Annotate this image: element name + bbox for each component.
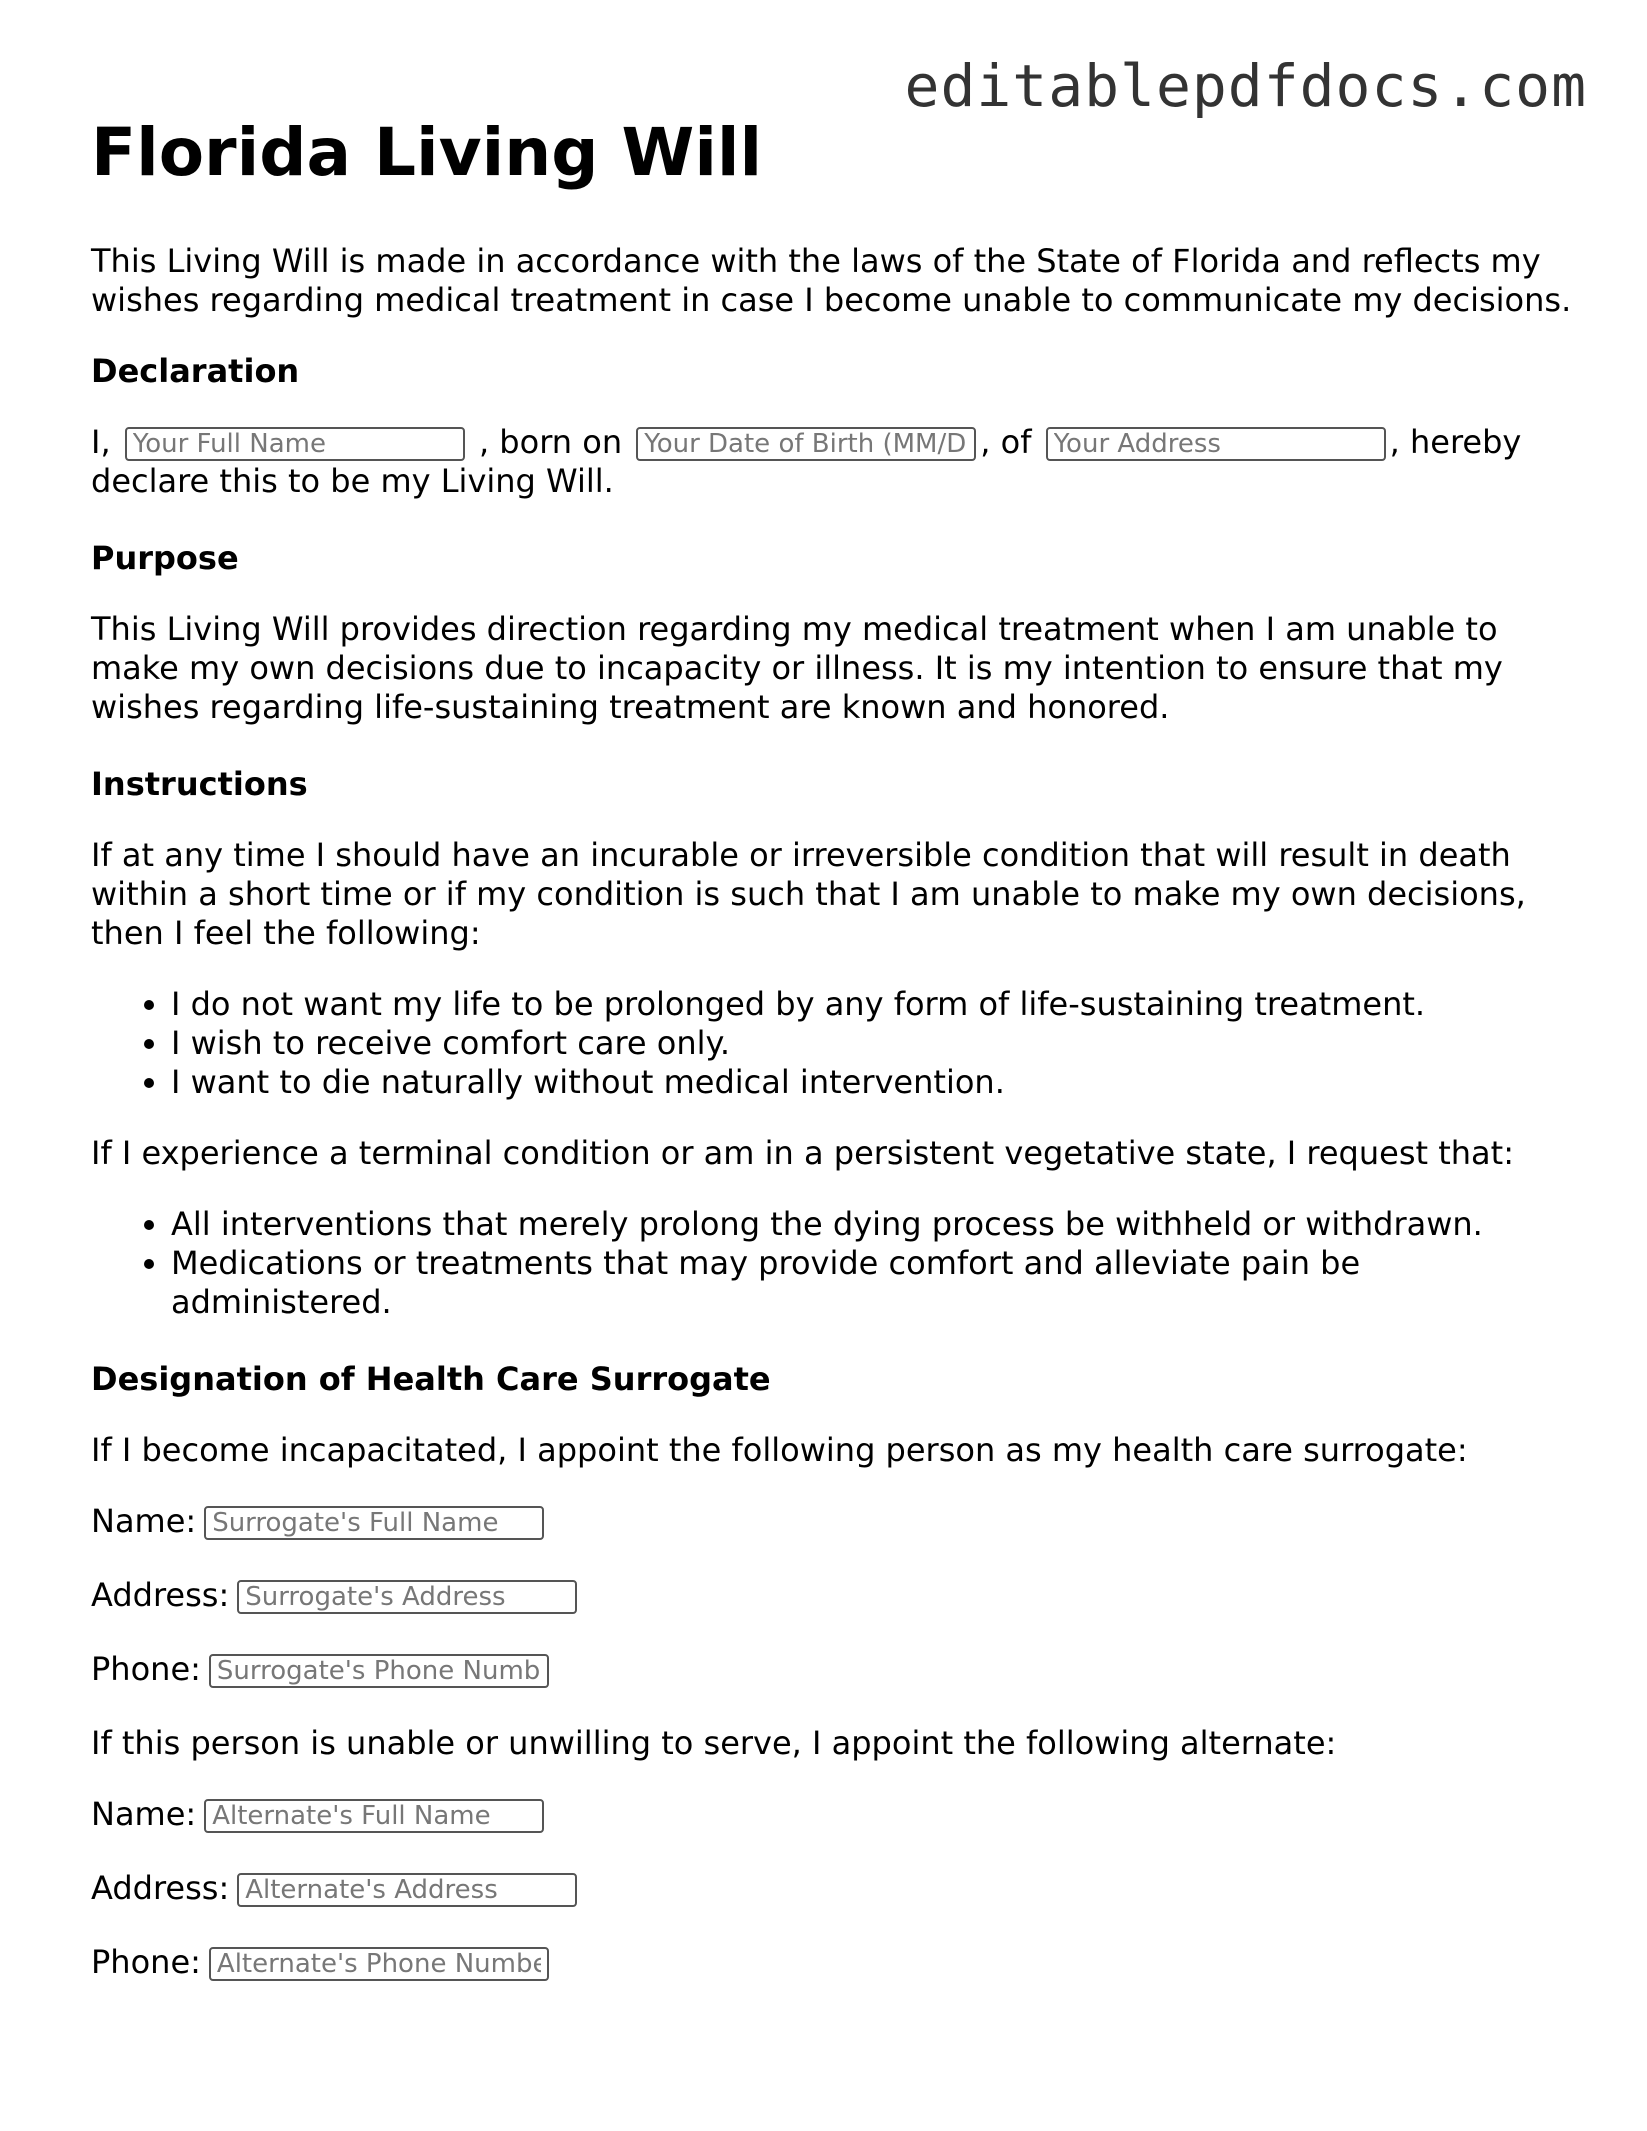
surrogate-phone-row bbox=[91, 1650, 1581, 1689]
list-item: • I want to die naturally without medical intervention. bbox=[171, 1063, 1581, 1102]
alternate-phone-label: Phone: bbox=[91, 1943, 201, 1981]
declaration-born-text: , born on bbox=[478, 423, 623, 461]
full-name-input[interactable] bbox=[125, 427, 465, 461]
surrogate-phone-input[interactable] bbox=[209, 1654, 549, 1688]
intro-paragraph: This Living Will is made in accordance with the laws of the State of Florida and reflects my wishes regarding medical treatment in case I become unable to communicate my decisions. bbox=[91, 242, 1572, 319]
alternate-phone-row bbox=[91, 1943, 1581, 1982]
surrogate-address-row bbox=[91, 1576, 1581, 1615]
declaration-prefix: I, bbox=[91, 423, 111, 461]
alternate-address-input[interactable] bbox=[237, 1873, 577, 1907]
purpose-paragraph: This Living Will provides direction regarding my medical treatment when I am unable to make my own decisions due to incapacity or illness. It is my intention to ensure that my wishes regarding life-sustaining treatment are known and honored. bbox=[91, 610, 1503, 726]
surrogate-name-input[interactable] bbox=[204, 1506, 544, 1540]
instructions-list-2 bbox=[91, 1205, 1581, 1322]
declaration-heading: Declaration bbox=[91, 352, 300, 390]
alternate-name-label: Name: bbox=[91, 1795, 197, 1833]
declaration-suffix: , hereby declare this to be my Living Will. bbox=[91, 423, 1522, 500]
instructions-heading: Instructions bbox=[91, 765, 308, 803]
list-item: • All interventions that merely prolong the dying process be withheld or withdrawn. bbox=[171, 1205, 1581, 1244]
instructions-paragraph-2: If I experience a terminal condition or am in a persistent vegetative state, I request that: bbox=[91, 1134, 1514, 1172]
instructions-list-1 bbox=[91, 985, 1581, 1102]
document-page bbox=[91, 108, 1581, 2017]
surrogate-paragraph: If I become incapacitated, I appoint the following person as my health care surrogate: bbox=[91, 1431, 1468, 1469]
date-of-birth-input[interactable] bbox=[636, 427, 976, 461]
alternate-name-row bbox=[91, 1795, 1581, 1834]
list-item: • I wish to receive comfort care only. bbox=[171, 1024, 1581, 1063]
alternate-address-row bbox=[91, 1869, 1581, 1908]
alternate-paragraph: If this person is unable or unwilling to serve, I appoint the following alternate: bbox=[91, 1724, 1337, 1762]
document-title: Florida Living Will bbox=[91, 114, 763, 191]
surrogate-heading: Designation of Health Care Surrogate bbox=[91, 1360, 771, 1398]
list-item: • I do not want my life to be prolonged by any form of life-sustaining treatment. bbox=[171, 985, 1581, 1024]
surrogate-phone-label: Phone: bbox=[91, 1650, 201, 1688]
instructions-paragraph-1: If at any time I should have an incurable or irreversible condition that will result in death within a short time or if my condition is such that I am unable to make my own decisions, then I feel the following: bbox=[91, 836, 1526, 952]
surrogate-name-label: Name: bbox=[91, 1502, 197, 1540]
declaration-paragraph bbox=[91, 423, 1581, 501]
surrogate-address-label: Address: bbox=[91, 1576, 230, 1614]
declaration-of-text: , of bbox=[980, 423, 1032, 461]
alternate-address-label: Address: bbox=[91, 1869, 230, 1907]
surrogate-address-input[interactable] bbox=[237, 1580, 577, 1614]
alternate-phone-input[interactable] bbox=[209, 1947, 549, 1981]
surrogate-name-row bbox=[91, 1502, 1581, 1541]
purpose-heading: Purpose bbox=[91, 539, 239, 577]
watermark: editablepdfdocs.com bbox=[904, 52, 1587, 120]
address-input[interactable] bbox=[1046, 427, 1386, 461]
list-item: • Medications or treatments that may provide comfort and alleviate pain be administered. bbox=[171, 1244, 1581, 1322]
alternate-name-input[interactable] bbox=[204, 1799, 544, 1833]
